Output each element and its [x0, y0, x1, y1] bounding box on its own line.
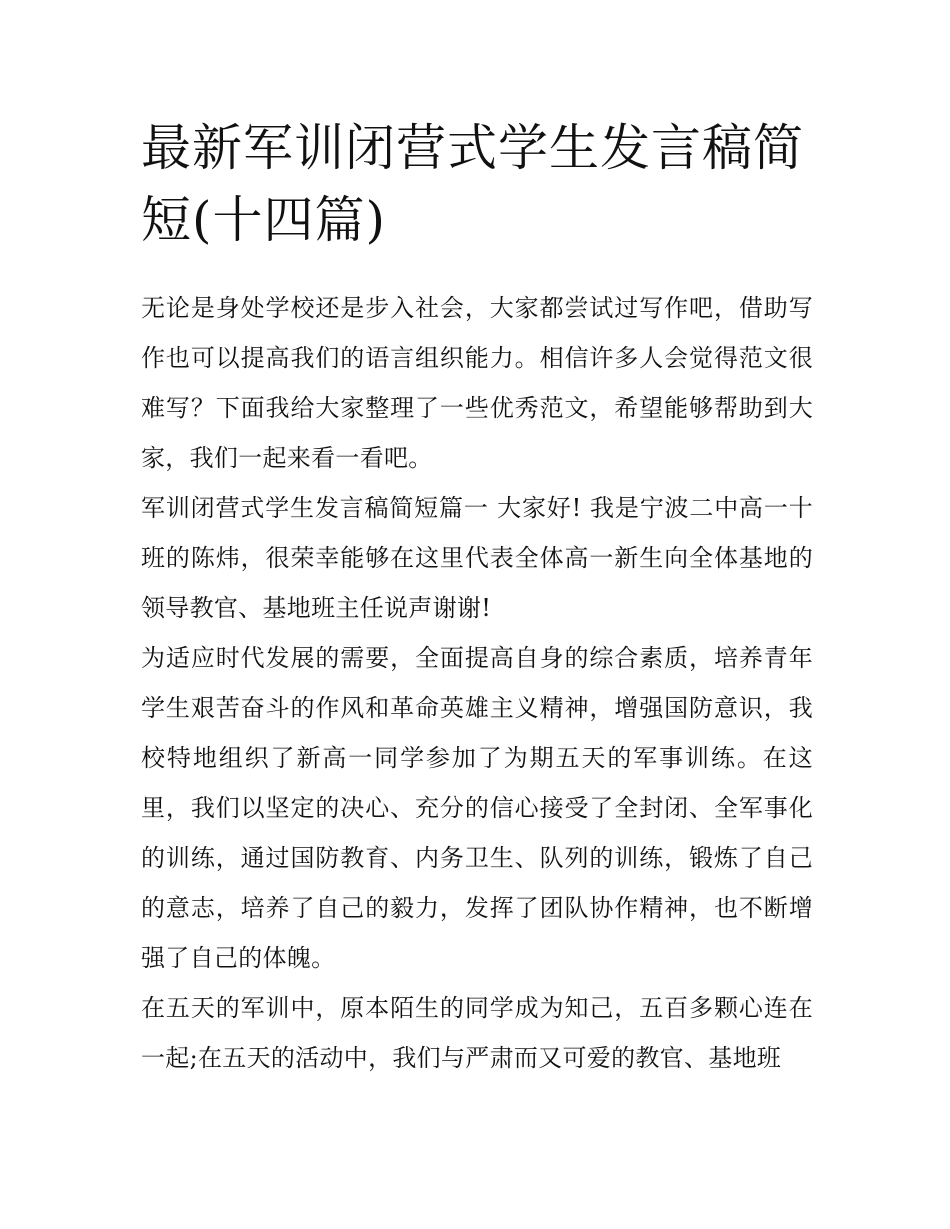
- paragraph-training: 为适应时代发展的需要，全面提高自身的综合素质，培养青年学生艰苦奋斗的作风和革命英雄主义精神，增强国防意识，我校特地组织了新高一同学参加了为期五天的军事训练。在这里，我们以坚定的决心、充分的信心接受了全封闭、全军事化的训练，通过国防教育、内务卫生、队列的训练，锻炼了自己的意志，培养了自己的毅力，发挥了团队协作精神，也不断增强了自己的体魄。: [141, 644, 813, 972]
- document-page: [141, 112, 813, 1083]
- document-body: [141, 283, 813, 1083]
- paragraph-friendship: 在五天的军训中，原本陌生的同学成为知己，五百多颗心连在一起;在五天的活动中，我们与严肃而又可爱的教官、基地班: [141, 994, 813, 1072]
- document-title: 最新军训闭营式学生发言稿简短(十四篇): [141, 119, 804, 249]
- paragraph-intro: 无论是身处学校还是步入社会，大家都尝试过写作吧，借助写作也可以提高我们的语言组织能力。相信许多人会觉得范文很难写？下面我给大家整理了一些优秀范文，希望能够帮助到大家，我们一起来看一看吧。: [141, 294, 813, 472]
- paragraph-greeting: 军训闭营式学生发言稿简短篇一 大家好! 我是宁波二中高一十班的陈炜，很荣幸能够在这里代表全体高一新生向全体基地的领导教官、基地班主任说声谢谢!: [141, 494, 813, 622]
